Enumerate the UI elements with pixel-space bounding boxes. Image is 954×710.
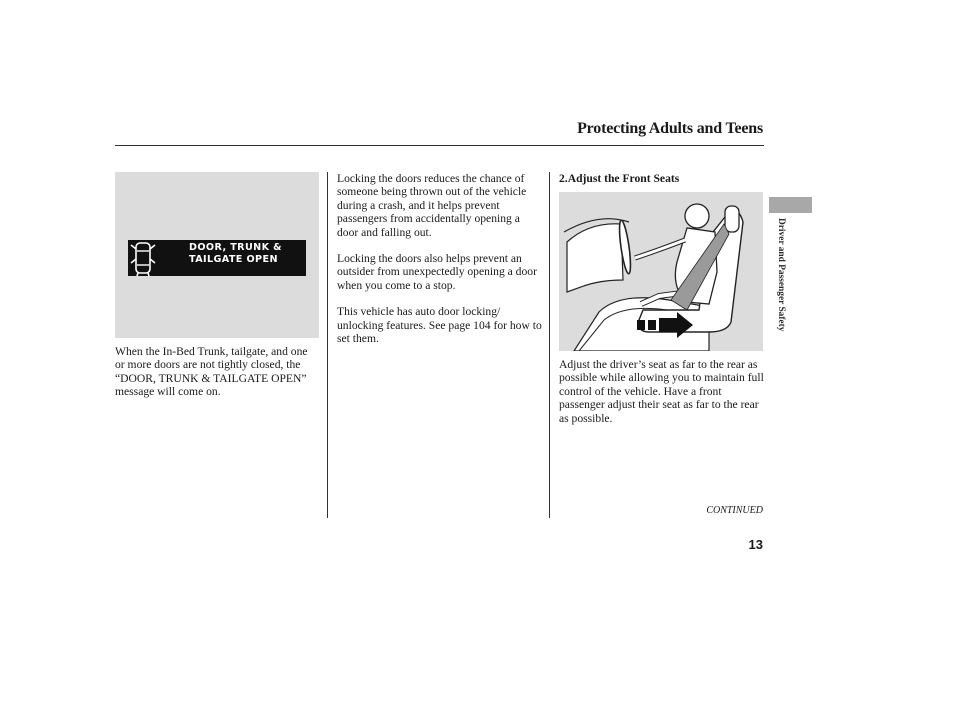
continued-label: CONTINUED [706, 505, 763, 516]
message-display [128, 240, 306, 276]
right-paragraph: Adjust the driver’s seat as far to the rear as possible while allowing you to maintain full control of the vehicle. Have a front passenger adjust their seat as far to the rear as possible. [559, 358, 764, 425]
middle-text [337, 172, 542, 358]
middle-paragraph-3: This vehicle has auto door locking/ unlocking features. See page 104 for how to set them. [337, 305, 542, 346]
page-title: Protecting Adults and Teens [577, 120, 763, 137]
section-side-label: Driver and Passenger Safety [776, 218, 786, 332]
column-divider-2 [549, 172, 550, 518]
section-heading: 2.Adjust the Front Seats [559, 172, 680, 185]
driver-seat-adjust-illustration [559, 192, 763, 351]
left-caption-text: When the In-Bed Trunk, tailgate, and one or more doors are not tightly closed, the “DOOR, TRUNK & TAILGATE OPEN” message will come on. [115, 345, 308, 399]
middle-paragraph-1: Locking the doors reduces the chance of someone being thrown out of the vehicle during a crash, and it helps prevent passengers from accidentally opening a door and falling out. [337, 172, 527, 239]
open-door-warning-icon [130, 240, 156, 276]
display-message-line1: DOOR, TRUNK & [189, 242, 282, 253]
left-caption [115, 345, 318, 412]
right-text [559, 358, 764, 438]
display-message [189, 242, 301, 266]
middle-paragraph-2: Locking the doors also helps prevent an outsider from unexpectedly opening a door when you come to a stop. [337, 252, 537, 292]
title-divider [115, 145, 764, 146]
display-message-line2: TAILGATE OPEN [189, 254, 278, 265]
section-tab [769, 197, 812, 213]
column-divider-1 [327, 172, 328, 518]
page-number: 13 [748, 537, 763, 552]
